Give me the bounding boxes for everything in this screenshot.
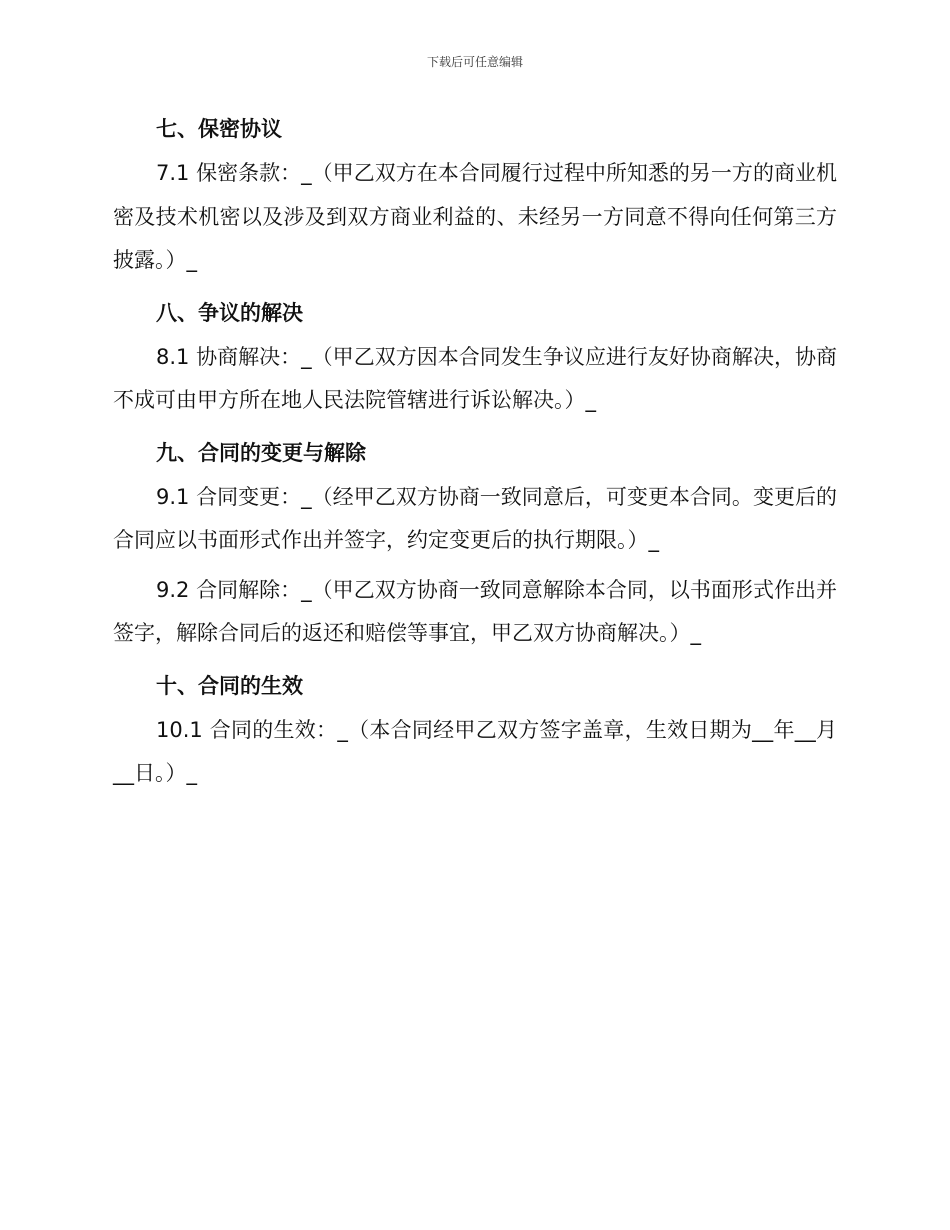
section-confidentiality	[113, 106, 837, 290]
section-heading: 九、合同的变更与解除	[156, 440, 366, 465]
clause-7-1: 7.1 保密条款：_（甲乙双方在本合同履行过程中所知悉的另一方的商业机密及技术机密以及涉及到双方商业利益的、未经另一方同意不得向任何第三方披露。）_	[113, 161, 837, 272]
clause-9-2: 9.2 合同解除：_（甲乙双方协商一致同意解除本合同，以书面形式作出并签字，解除合同后的返还和赔偿等事宜，甲乙双方协商解决。）_	[113, 577, 837, 645]
section-effectiveness	[113, 663, 837, 796]
document-body	[113, 106, 837, 796]
section-heading: 八、争议的解决	[156, 300, 303, 325]
page-header-note: 下载后可任意编辑	[426, 55, 523, 69]
spacer	[113, 283, 837, 290]
spacer	[113, 656, 837, 663]
section-change-termination	[113, 430, 837, 663]
clause-10-1: 10.1 合同的生效：_（本合同经甲乙双方签字盖章，生效日期为__年__月__日。）_	[113, 717, 837, 785]
section-dispute-resolution	[113, 290, 837, 430]
spacer	[113, 423, 837, 430]
section-heading: 十、合同的生效	[156, 673, 303, 698]
clause-8-1: 8.1 协商解决：_（甲乙双方因本合同发生争议应进行友好协商解决，协商不成可由甲方所在地人民法院管辖进行诉讼解决。）_	[113, 344, 837, 412]
section-heading: 七、保密协议	[156, 117, 282, 141]
clause-9-1: 9.1 合同变更：_（经甲乙双方协商一致同意后，可变更本合同。变更后的合同应以书面形式作出并签字，约定变更后的执行期限。）_	[113, 484, 837, 552]
